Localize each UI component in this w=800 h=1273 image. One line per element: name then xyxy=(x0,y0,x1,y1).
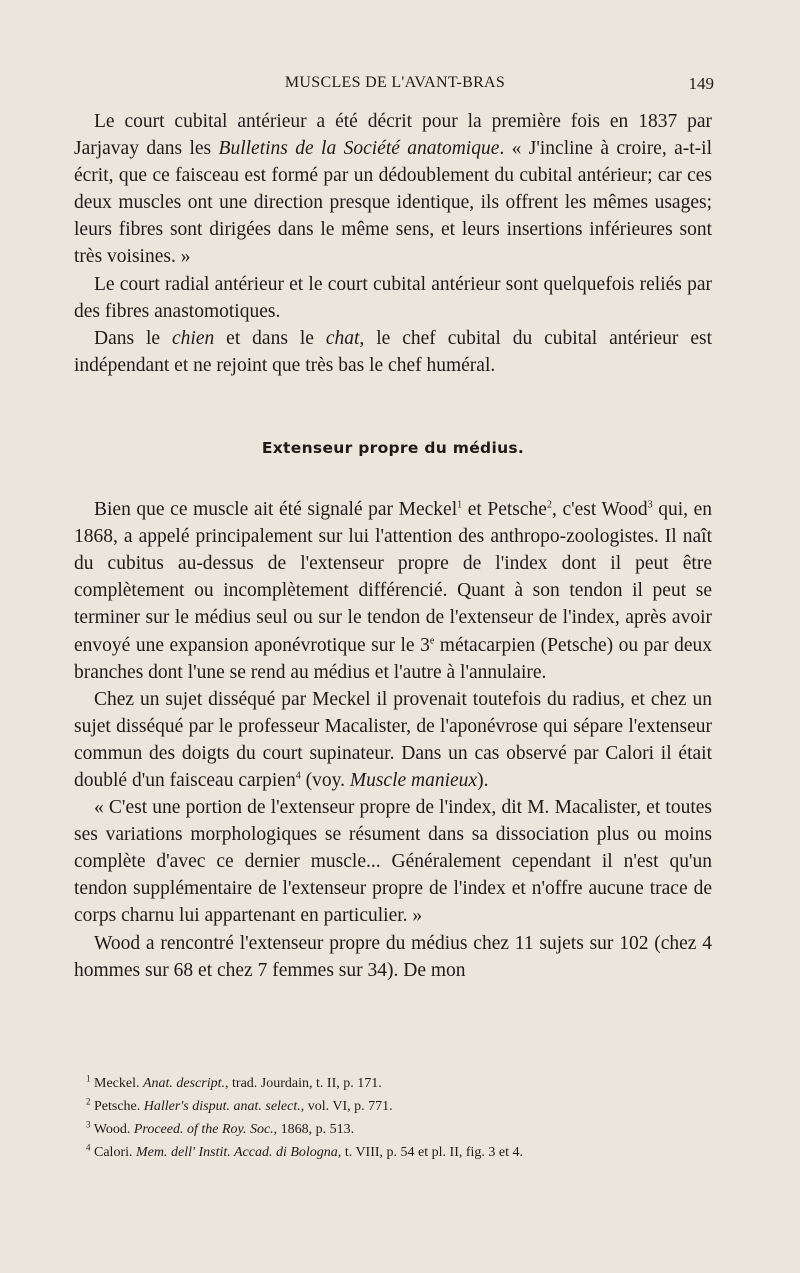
text-run: Chez un sujet disséqué par Meckel il provenait toutefois du radius, et chez un sujet disséqué par le professeur Macalister, de l'aponévrose qui sépare l'extenseur commun des doigts du court supinateur. Dans un cas observé par Calori il était doublé d'un faisceau carpien xyxy=(74,688,712,791)
paragraph-chien-chat xyxy=(74,325,712,379)
footnotes xyxy=(86,1072,706,1164)
text-run: et dans le xyxy=(214,327,326,349)
footnote-text: , trad. Jourdain, t. II, p. 171. xyxy=(225,1076,382,1091)
body-text xyxy=(74,108,712,984)
footnote-number: 1 xyxy=(86,1073,91,1084)
text-run: , c'est Wood xyxy=(551,499,648,521)
text-run: métacarpien (Petsche) ou par deux branches dont l'une se rend au médius et l'autre à l'annulaire. xyxy=(74,634,712,683)
footnote-number: 4 xyxy=(86,1142,91,1153)
text-run: « C'est une portion de l'extenseur propre de l'index, dit M. Macalister, et toutes ses variations morphologiques se résument dans sa dissociation plus ou moins complète d'avec ce dernier muscle... Généralement cependant il n'est qu'un tendon supplémentaire de l'extenseur propre de l'index et n'offre aucune trace de corps charnu lui appartenant en particulier. » xyxy=(74,797,712,927)
page-header xyxy=(76,74,714,98)
footnote-ref: 3 xyxy=(647,499,653,511)
text-run: Bien que ce muscle ait été signalé par Meckel xyxy=(94,499,458,521)
text-run: Dans le xyxy=(94,327,173,349)
footnote-3 xyxy=(86,1118,706,1141)
footnote-text: Meckel. xyxy=(94,1076,143,1091)
footnote-text: Calori. xyxy=(94,1145,136,1160)
paragraph-meckel-macalister xyxy=(74,686,712,794)
footnote-number: 2 xyxy=(86,1096,91,1107)
footnote-number: 3 xyxy=(86,1119,91,1130)
running-title: MUSCLES DE L'AVANT-BRAS xyxy=(284,74,506,91)
text-run: Le court cubital antérieur a été décrit pour la première fois en 1837 par Jarjavay dans les xyxy=(74,111,712,160)
page-number: 149 xyxy=(688,74,714,93)
paragraph-macalister-quote xyxy=(74,794,712,929)
footnote-text: Petsche. xyxy=(94,1099,144,1114)
text-run: le chef cubital du cubital antérieur est indépendant et ne rejoint que très bas le chef huméral. xyxy=(74,327,713,376)
footnote-title: Anat. descript. xyxy=(142,1076,226,1091)
footnote-text: , 1868, p. 513. xyxy=(273,1122,355,1137)
footnote-4 xyxy=(86,1141,706,1164)
footnote-title: Haller's disput. anat. select. xyxy=(143,1099,301,1114)
footnote-title: Proceed. of the Roy. Soc. xyxy=(133,1122,274,1137)
journal-title: Bulletins de la Société anatomique xyxy=(218,138,500,160)
paragraph-court-cubital-history xyxy=(74,108,712,271)
footnote-text: t. VIII, p. 54 et pl. II, fig. 3 et 4. xyxy=(341,1145,524,1160)
footnote-1 xyxy=(86,1072,706,1095)
text-run: et Petsche xyxy=(462,499,547,521)
text-run: . « J'incline à croire, a-t-il écrit, que ce faisceau est formé par un dédoublement du cubital antérieur; car ces deux muscles ont une direction presque identique, ils offrent les mêmes usages; leurs fibres sont dirigées dans le même sens, et leurs insertions inférieures sont très voisines. » xyxy=(74,138,712,268)
text-run: qui, en 1868, a appelé principalement sur lui l'attention des anthropo-zoologistes. Il naît du cubitus au-dessus de l'extenseur propre de l'index dont il peut être complètement ou incomplètement différencié. Quant à son tendon il peut se terminer sur le médius seul ou sur le tendon de l'extenseur de l'index, après avoir envoyé une expansion aponévrotique sur le 3 xyxy=(74,499,712,656)
footnote-text: Wood. xyxy=(93,1122,134,1137)
footnote-2 xyxy=(86,1095,706,1118)
text-run: Wood a rencontré l'extenseur propre du médius chez 11 sujets sur 102 (chez 4 hommes sur 68 et chez 7 femmes sur 34). De mon xyxy=(74,932,712,981)
paragraph-anastomotic-fibres xyxy=(74,271,712,325)
italic-cross-reference: Muscle manieux xyxy=(349,769,478,791)
text-run: (voy. xyxy=(300,769,350,791)
footnote-ref: 4 xyxy=(295,770,301,782)
ordinal-suffix: e xyxy=(429,635,435,646)
italic-word-chat: chat, xyxy=(325,327,365,349)
text-run: ). xyxy=(477,769,489,791)
text-run: Le court radial antérieur et le court cubital antérieur sont quelquefois reliés par des fibres anastomotiques. xyxy=(74,273,712,322)
paragraph-extenseur-origin xyxy=(74,496,712,686)
italic-word-chien: chien xyxy=(172,327,215,349)
paragraph-wood-statistics xyxy=(74,930,712,984)
footnote-ref: 2 xyxy=(546,499,552,511)
footnote-text: , vol. VI, p. 771. xyxy=(300,1099,393,1114)
section-heading: Extenseur propre du médius. xyxy=(261,438,525,457)
footnote-ref: 1 xyxy=(457,499,463,511)
footnote-title: Mem. dell' Instit. Accad. di Bologna, xyxy=(136,1145,342,1160)
